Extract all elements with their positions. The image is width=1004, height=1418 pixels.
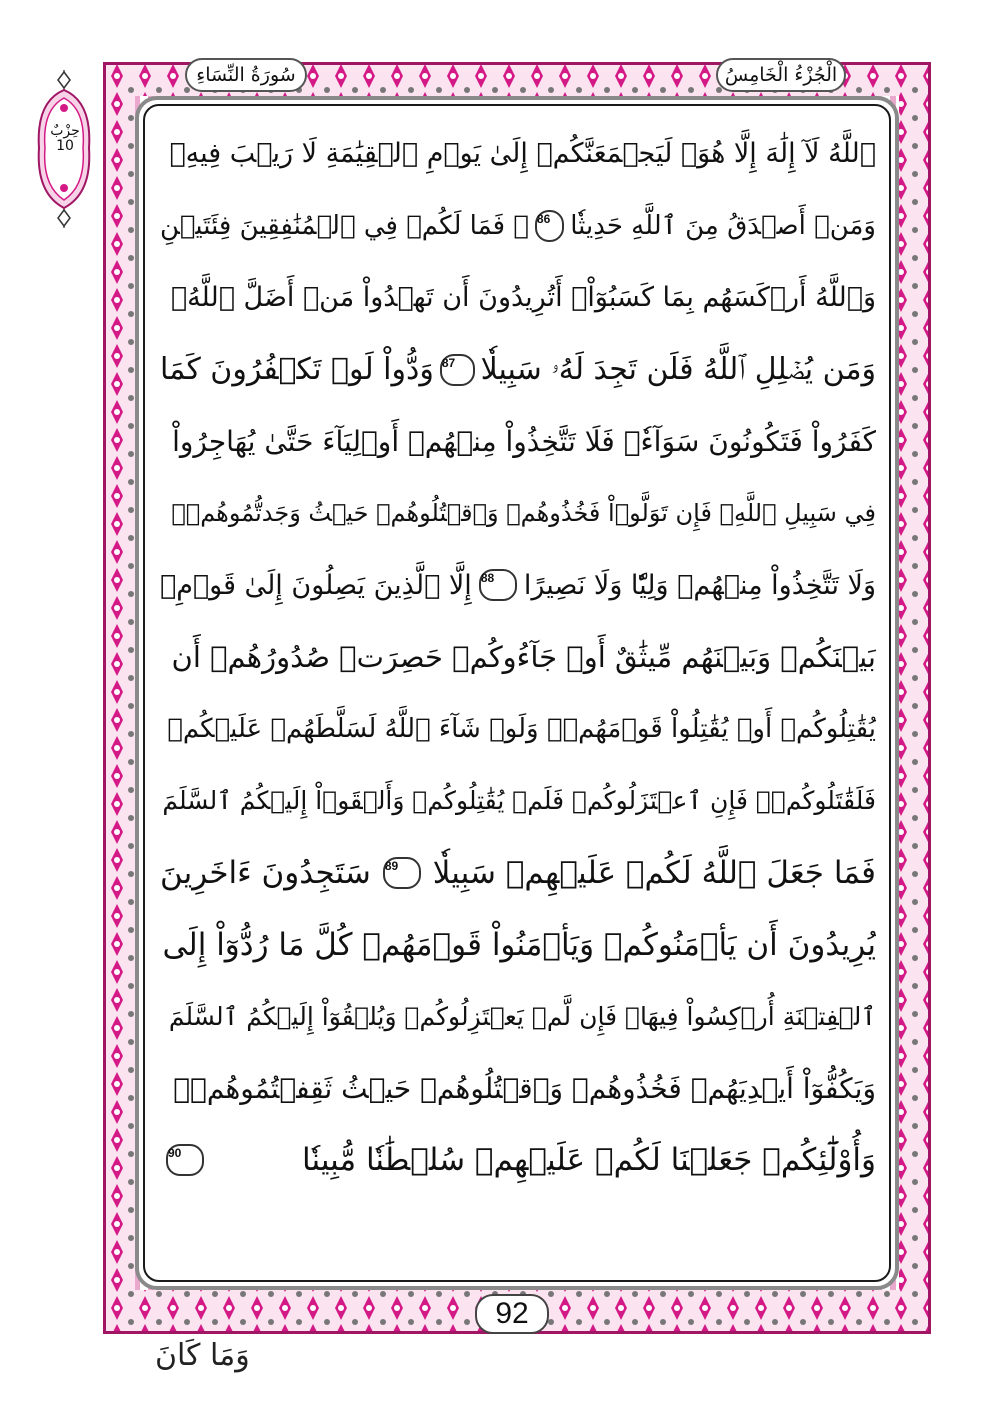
verse-text: وَمَن يُضۡلِلِ ٱللَّهُ فَلَن تَجِدَ لَهُۥ سَبِيلٗا	[480, 352, 876, 388]
surah-label: سُورَةُ النِّسَاءِ	[185, 58, 307, 92]
hizb-label	[40, 124, 90, 154]
verse-line	[160, 693, 876, 765]
verse-text: فَمَا جَعَلَ ٱللَّهُ لَكُمۡ عَلَيۡهِمۡ سَبِيلٗا	[432, 854, 876, 891]
ayah-number-marker: 90	[166, 1144, 204, 1176]
verse-line	[160, 262, 876, 334]
verse-text: وَأُوْلَٰٓئِكُمۡ جَعَلۡنَا لَكُمۡ عَلَيۡهِمۡ سُلۡطَٰنٗا مُّبِينٗا	[302, 1142, 876, 1179]
juz-label: الْجُزْءُ الْخَامِسُ	[716, 58, 846, 92]
verse-text: وَدُّواْ لَوۡ تَكۡفُرُونَ كَمَا	[160, 352, 434, 388]
ayah-number-marker: 86	[535, 210, 564, 242]
hizb-word: حِزْبٌ	[50, 123, 80, 139]
verse-text: وَٱللَّهُ أَرۡكَسَهُم بِمَا كَسَبُوٓاْۚ أَتُرِيدُونَ أَن تَهۡدُواْ مَنۡ أَضَلَّ ٱللَّهُۖ	[170, 282, 876, 314]
verse-line	[160, 477, 876, 549]
verse-line	[160, 1053, 876, 1125]
verse-text: يُرِيدُونَ أَن يَأۡمَنُوكُمۡ وَيَأۡمَنُواْ قَوۡمَهُمۡ كُلَّ مَا رُدُّوٓاْ إِلَى	[162, 926, 876, 963]
verse-text: وَمَنۡ أَصۡدَقُ مِنَ ٱللَّهِ حَدِيثٗا	[570, 210, 876, 241]
verse-line	[160, 118, 876, 190]
verse-line	[160, 621, 876, 693]
verse-text: فَلَقَٰتَلُوكُمۡۚ فَإِنِ ٱعۡتَزَلُوكُمۡ فَلَمۡ يُقَٰتِلُوكُمۡ وَأَلۡقَوۡاْ إِلَيۡكُمُ ٱلسَّلَمَ	[162, 786, 876, 816]
verse-text-block	[160, 118, 876, 1268]
verse-line	[160, 1124, 876, 1196]
ayah-number-marker: 88	[479, 569, 517, 601]
verse-line	[160, 981, 876, 1053]
verse-text: ٱلۡفِتۡنَةِ أُرۡكِسُواْ فِيهَاۚ فَإِن لَّمۡ يَعۡتَزِلُوكُمۡ وَيُلۡقُوٓاْ إِلَيۡكُمُ ٱلسَّلَمَ	[168, 1002, 876, 1032]
verse-line	[160, 406, 876, 478]
verse-line	[160, 909, 876, 981]
hizb-number: 10	[56, 138, 74, 154]
verse-line	[160, 549, 876, 621]
verse-text: سَتَجِدُونَ ءَاخَرِينَ	[160, 854, 371, 891]
verse-text: ٱللَّهُ لَآ إِلَٰهَ إِلَّا هُوَۚ لَيَجۡمَعَنَّكُمۡ إِلَىٰ يَوۡمِ ٱلۡقِيَٰمَةِ لَا رَيۡبَ فِيهِۗ	[169, 138, 876, 170]
verse-line	[160, 765, 876, 837]
verse-text: كَفَرُواْ فَتَكُونُونَ سَوَآءٗۖ فَلَا تَتَّخِذُواْ مِنۡهُمۡ أَوۡلِيَآءَ حَتَّىٰ يُهَاجِرُواْ	[172, 425, 876, 458]
ayah-number-marker: 87	[440, 354, 475, 386]
catchword: وَمَا كَانَ	[155, 1338, 250, 1373]
verse-line	[160, 334, 876, 406]
verse-text: وَيَكُفُّوٓاْ أَيۡدِيَهُمۡ فَخُذُوهُمۡ وَٱقۡتُلُوهُمۡ حَيۡثُ ثَقِفۡتُمُوهُمۡۚ	[173, 1072, 876, 1106]
verse-text: بَيۡنَكُمۡ وَبَيۡنَهُم مِّيثَٰقٌ أَوۡ جَآءُوكُمۡ حَصِرَتۡ صُدُورُهُمۡ أَن	[171, 640, 876, 675]
verse-text: ۞ فَمَا لَكُمۡ فِي ٱلۡمُنَٰفِقِينَ فِئَتَيۡنِ	[160, 210, 529, 241]
ayah-number-marker: 89	[383, 857, 421, 889]
verse-line	[160, 837, 876, 909]
verse-text: وَلَا تَتَّخِذُواْ مِنۡهُمۡ وَلِيّٗا وَلَا نَصِيرًا	[523, 569, 876, 601]
verse-text: يُقَٰتِلُوكُمۡ أَوۡ يُقَٰتِلُواْ قَوۡمَهُمۡۚ وَلَوۡ شَآءَ ٱللَّهُ لَسَلَّطَهُمۡ عَلَيۡكُمۡ	[167, 714, 876, 745]
verse-text: فِي سَبِيلِ ٱللَّهِۚ فَإِن تَوَلَّوۡاْ فَخُذُوهُمۡ وَٱقۡتُلُوهُمۡ حَيۡثُ وَجَدتُّمُوهُمۡۖ	[171, 499, 876, 528]
verse-text: إِلَّا ٱلَّذِينَ يَصِلُونَ إِلَىٰ قَوۡمِۭ	[160, 569, 472, 601]
verse-line	[160, 190, 876, 262]
page-number: 92	[475, 1294, 549, 1334]
